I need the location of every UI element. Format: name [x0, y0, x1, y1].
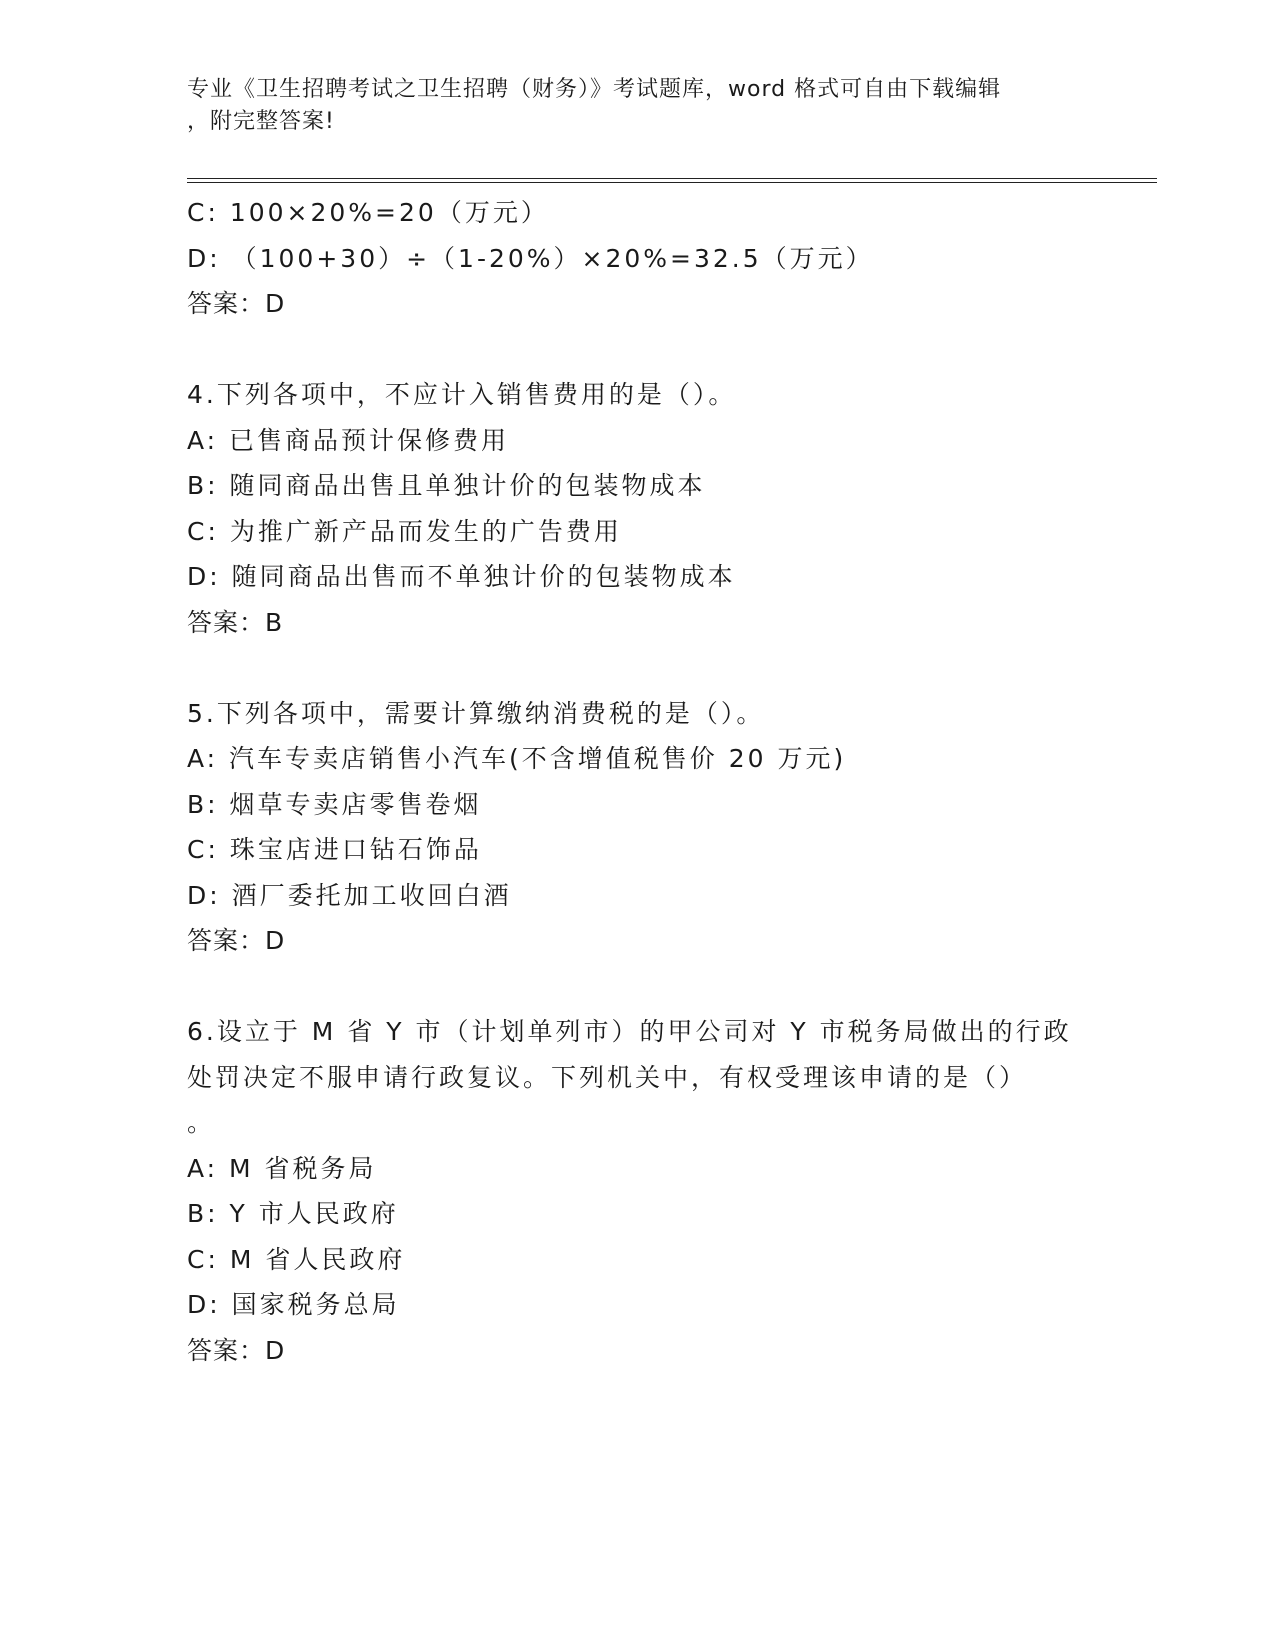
spacer: [187, 645, 1087, 691]
option-b: B: Y 市人民政府: [187, 1199, 399, 1228]
question-block-prev: [187, 190, 1087, 327]
option-d: D: （100+30）÷（1-20%）×20%=32.5（万元）: [187, 243, 874, 273]
option-c: C: M 省人民政府: [187, 1244, 406, 1274]
question-stem: 5.下列各项中，需要计算缴纳消费税的是（）。: [187, 698, 765, 728]
answer-line: 答案：D: [187, 926, 286, 955]
option-d: D: 随同商品出售而不单独计价的包装物成本: [187, 562, 736, 591]
question-block-5: [187, 691, 1087, 964]
question-stem: 4.下列各项中，不应计入销售费用的是（）。: [187, 380, 737, 409]
question-block-4: [187, 372, 1087, 645]
option-b: B: 随同商品出售且单独计价的包装物成本: [187, 471, 706, 500]
option-a: A: M 省税务局: [187, 1153, 377, 1183]
question-stem-line-1: 6.设立于 M 省 Y 市（计划单列市）的甲公司对 Y 市税务局做出的行政: [187, 1017, 1072, 1046]
answer-line: 答案：B: [187, 607, 284, 637]
question-stem-line-3: 。: [187, 1108, 216, 1137]
question-block-6: [187, 1009, 1087, 1373]
option-b: B: 烟草专卖店零售卷烟: [187, 789, 482, 819]
option-a: A: 已售商品预计保修费用: [187, 425, 510, 455]
answer-line: 答案：D: [187, 289, 286, 318]
spacer: [187, 327, 1087, 373]
option-a: A: 汽车专卖店销售小汽车(不含增值税售价 20 万元): [187, 744, 847, 773]
answer-line: 答案：D: [187, 1335, 286, 1365]
option-c: C: 珠宝店进口钻石饰品: [187, 835, 482, 864]
option-d: D: 酒厂委托加工收回白酒: [187, 880, 512, 910]
header-title-line-1: 专业《卫生招聘考试之卫生招聘（财务）》考试题库，word 格式可自由下载编辑: [187, 77, 1002, 102]
header-title-line-2: ，附完整答案!: [187, 109, 335, 134]
page-header: [187, 74, 1067, 138]
option-c: C: 为推广新产品而发生的广告费用: [187, 516, 622, 546]
option-d: D: 国家税务总局: [187, 1290, 400, 1319]
question-stem-line-2: 处罚决定不服申请行政复议。下列机关中，有权受理该申请的是（）: [187, 1062, 1028, 1092]
option-c: C: 100×20%=20（万元）: [187, 198, 549, 227]
header-divider: [187, 178, 1157, 183]
spacer: [187, 964, 1087, 1010]
question-list: [187, 190, 1087, 1373]
